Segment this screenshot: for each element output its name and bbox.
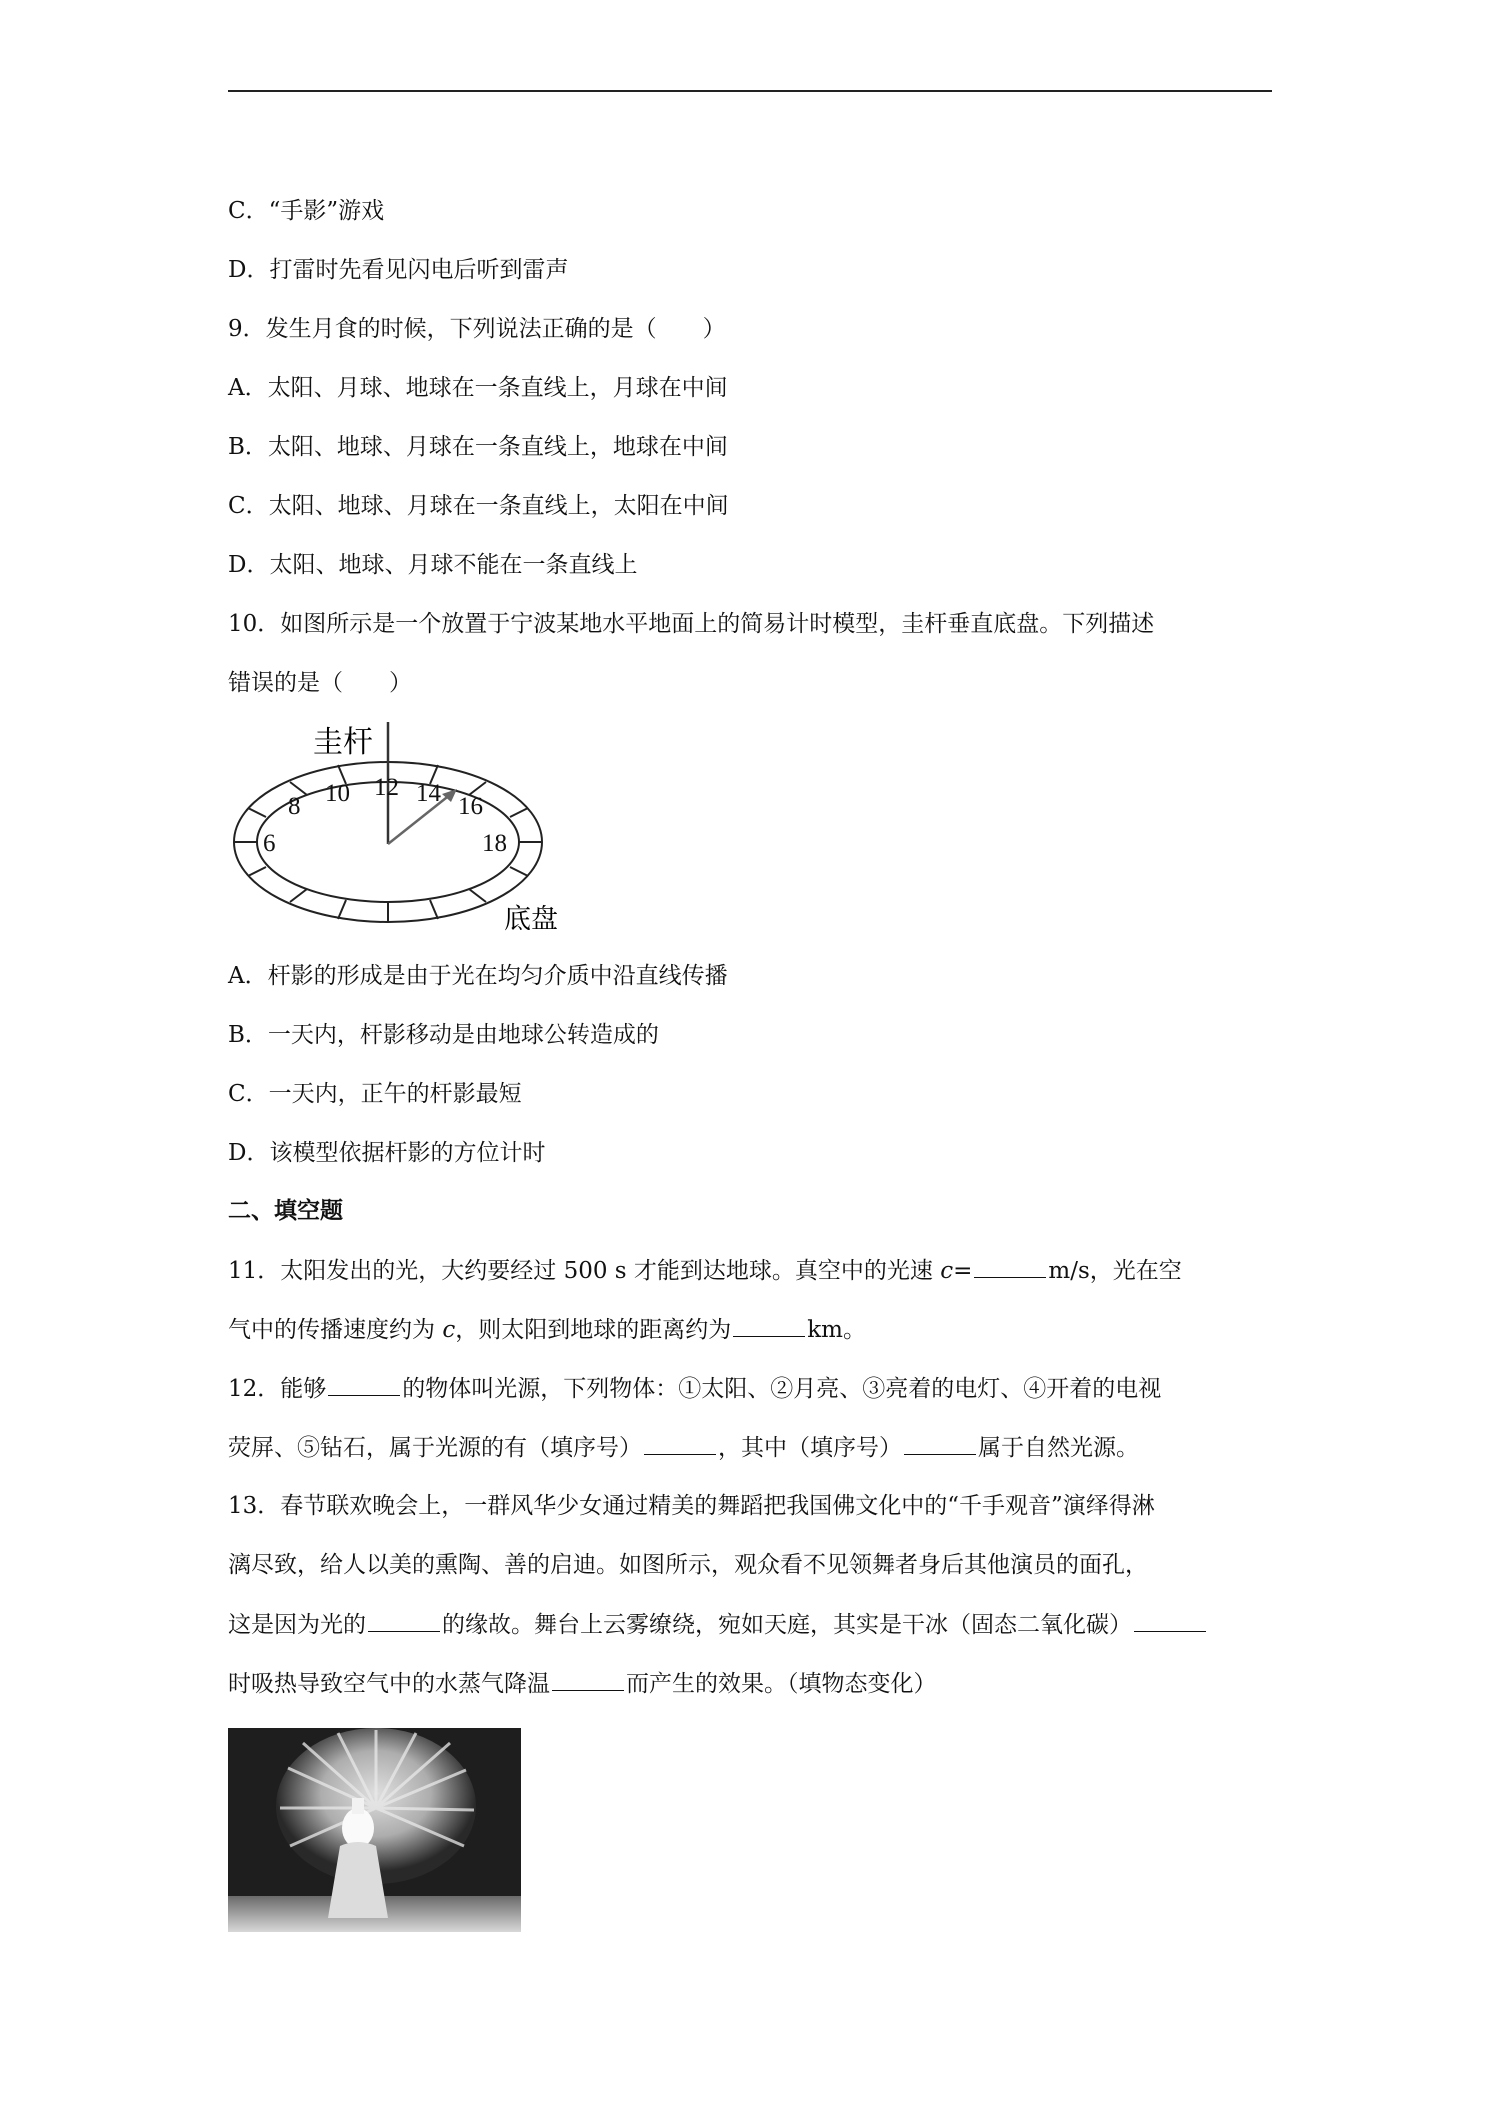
q9-option-b: B．太阳、地球、月球在一条直线上，地球在中间: [228, 434, 728, 460]
answer-blank[interactable]: [1134, 1609, 1206, 1632]
answer-blank[interactable]: [974, 1255, 1046, 1278]
header-rule: [228, 90, 1272, 92]
answer-blank[interactable]: [552, 1668, 624, 1691]
q9-stem: 9．发生月食的时候，下列说法正确的是（ ）: [228, 316, 726, 342]
q13-line3: 这是因为光的 的缘故。舞台上云雾缭绕，宛如天庭，其实是干冰（固态二氧化碳）: [228, 1609, 1208, 1640]
q12-line1: 12．能够 的物体叫光源，下列物体：①太阳、②月亮、③亮着的电灯、④开着的电视: [228, 1373, 1161, 1404]
q9-option-a: A．太阳、月球、地球在一条直线上，月球在中间: [228, 375, 728, 401]
q8-option-c: C．“手影”游戏: [228, 198, 385, 224]
hour-label-18: 18: [482, 830, 507, 857]
q10-stem-line1: 10．如图所示是一个放置于宁波某地水平地面上的简易计时模型，圭杆垂直底盘。下列描述: [228, 611, 1155, 637]
hour-label-12: 12: [374, 774, 399, 801]
sundial-figure: [228, 722, 568, 932]
q13-line2: 漓尽致，给人以美的熏陶、善的启迪。如图所示，观众看不见领舞者身后其他演员的面孔，: [228, 1552, 1148, 1578]
hour-label-14: 14: [416, 780, 441, 807]
q10-stem-line2: 错误的是（ ）: [228, 670, 412, 696]
answer-blank[interactable]: [904, 1432, 976, 1455]
answer-blank[interactable]: [368, 1609, 440, 1632]
q10-option-d: D．该模型依据杆影的方位计时: [228, 1140, 546, 1166]
thousand-hand-dance-photo: [228, 1728, 521, 1932]
q9-option-d: D．太阳、地球、月球不能在一条直线上: [228, 552, 638, 578]
q10-option-c: C．一天内，正午的杆影最短: [228, 1081, 522, 1107]
q13-line4: 时吸热导致空气中的水蒸气降温 而产生的效果。（填物态变化）: [228, 1668, 937, 1699]
hour-label-6: 6: [263, 830, 276, 857]
answer-blank[interactable]: [733, 1314, 805, 1337]
answer-blank[interactable]: [328, 1373, 400, 1396]
q9-option-c: C．太阳、地球、月球在一条直线上，太阳在中间: [228, 493, 729, 519]
q11-line1: 11．太阳发出的光，大约要经过 500 s 才能到达地球。真空中的光速 c= m/s，光在空: [228, 1255, 1182, 1286]
q13-line1: 13．春节联欢晚会上，一群风华少女通过精美的舞蹈把我国佛文化中的“千手观音”演绎得淋: [228, 1493, 1155, 1519]
q10-option-b: B．一天内，杆影移动是由地球公转造成的: [228, 1022, 659, 1048]
q12-line2: 荧屏、⑤钻石，属于光源的有（填序号） ，其中（填序号） 属于自然光源。: [228, 1432, 1139, 1463]
q8-option-d: D．打雷时先看见闪电后听到雷声: [228, 257, 569, 283]
hour-label-10: 10: [325, 780, 350, 807]
q11-line2: 气中的传播速度约为 c，则太阳到地球的距离约为 km。: [228, 1314, 866, 1345]
base-label: 底盘: [504, 904, 558, 932]
hour-label-8: 8: [288, 793, 301, 820]
section-fill-blank-title: 二、填空题: [228, 1197, 343, 1224]
q10-option-a: A．杆影的形成是由于光在均匀介质中沿直线传播: [228, 963, 728, 989]
pole-label: 圭杆: [313, 726, 373, 759]
answer-blank[interactable]: [644, 1432, 716, 1455]
hour-label-16: 16: [458, 793, 483, 820]
